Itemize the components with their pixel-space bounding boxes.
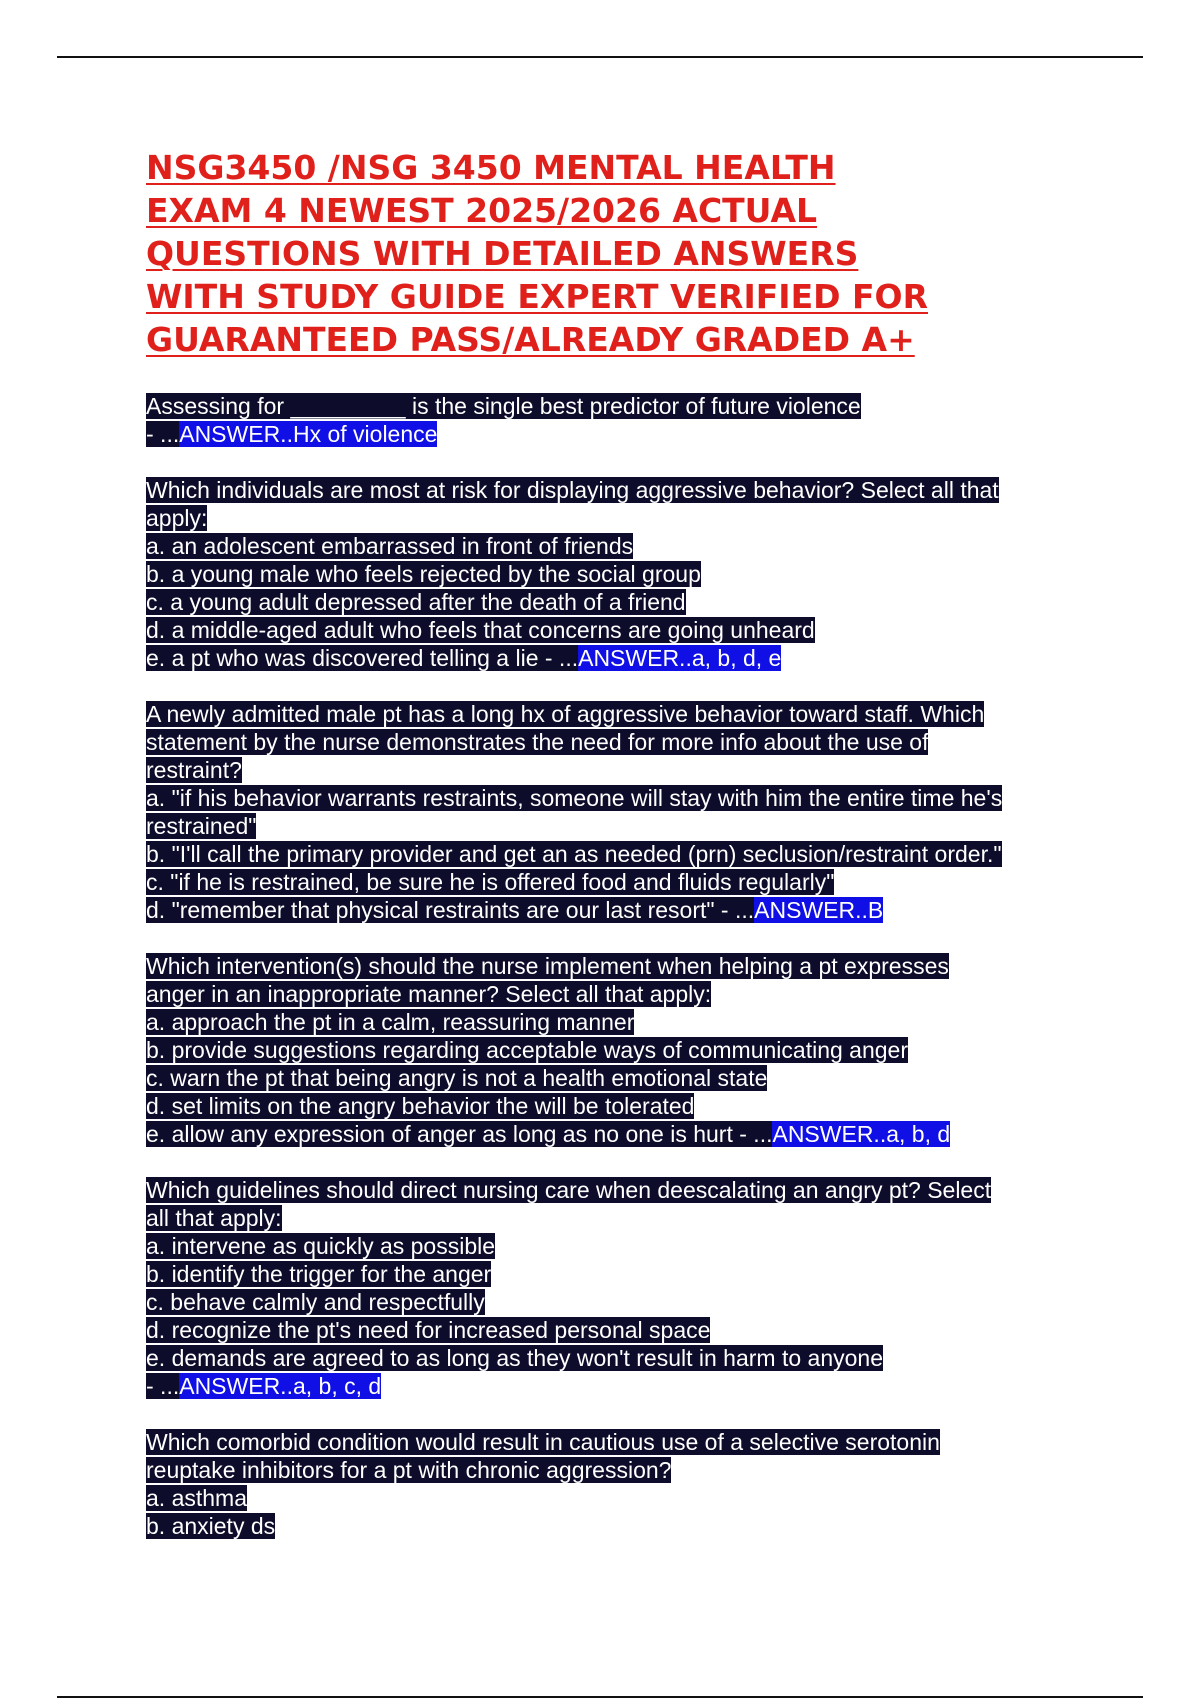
option-text: a. "if his behavior warrants restraints, someone will stay with him the entire time he's xyxy=(146,785,1003,811)
answer-text: ANSWER..a, b, c, d xyxy=(179,1373,382,1399)
option-text: d. recognize the pt's need for increased personal space xyxy=(146,1317,711,1343)
option-text: c. a young adult depressed after the death of a friend xyxy=(146,589,686,615)
question-line xyxy=(146,1204,1066,1232)
question-text: statement by the nurse demonstrates the need for more info about the use of xyxy=(146,729,929,755)
option-text: c. behave calmly and respectfully xyxy=(146,1289,485,1315)
option-line xyxy=(146,1288,1066,1316)
question-line xyxy=(146,700,1066,728)
option-text: b. a young male who feels rejected by the social group xyxy=(146,561,701,587)
option-line xyxy=(146,644,1066,672)
option-line xyxy=(146,1484,1066,1512)
title-line: QUESTIONS WITH DETAILED ANSWERS xyxy=(146,234,859,273)
option-text: e. allow any expression of anger as long as no one is hurt - ... xyxy=(146,1121,773,1147)
answer-text: ANSWER..a, b, d, e xyxy=(578,645,782,671)
option-line xyxy=(146,1092,1066,1120)
answer-prefix: - ... xyxy=(146,421,180,447)
question-line xyxy=(146,1176,1066,1204)
question-line xyxy=(146,476,1066,504)
question-text: anger in an inappropriate manner? Select all that apply: xyxy=(146,981,712,1007)
option-text: a. asthma xyxy=(146,1485,247,1511)
question-block xyxy=(146,1176,1066,1400)
question-text: A newly admitted male pt has a long hx of aggressive behavior toward staff. Which xyxy=(146,701,985,727)
title-line: GUARANTEED PASS/ALREADY GRADED A+ xyxy=(146,320,915,359)
option-text: e. demands are agreed to as long as they won't result in harm to anyone xyxy=(146,1345,883,1371)
option-text: c. "if he is restrained, be sure he is offered food and fluids regularly" xyxy=(146,869,835,895)
question-line xyxy=(146,980,1066,1008)
question-text: Which individuals are most at risk for displaying aggressive behavior? Select all that xyxy=(146,477,999,503)
question-list xyxy=(146,392,1066,1568)
question-line xyxy=(146,1428,1066,1456)
question-line xyxy=(146,1456,1066,1484)
option-text: c. warn the pt that being angry is not a health emotional state xyxy=(146,1065,768,1091)
option-line xyxy=(146,1512,1066,1540)
title-line: NSG3450 /NSG 3450 MENTAL HEALTH xyxy=(146,148,836,187)
option-text: d. a middle-aged adult who feels that concerns are going unheard xyxy=(146,617,815,643)
document-title xyxy=(146,146,1066,361)
option-text: e. a pt who was discovered telling a lie - ... xyxy=(146,645,579,671)
option-line xyxy=(146,868,1066,896)
option-line xyxy=(146,616,1066,644)
question-text: reuptake inhibitors for a pt with chronic aggression? xyxy=(146,1457,672,1483)
option-line xyxy=(146,1316,1066,1344)
question-block xyxy=(146,1428,1066,1540)
option-text: d. "remember that physical restraints are our last resort" - ... xyxy=(146,897,755,923)
question-line xyxy=(146,728,1066,756)
option-text: a. intervene as quickly as possible xyxy=(146,1233,496,1259)
question-block xyxy=(146,700,1066,924)
answer-text: ANSWER..Hx of violence xyxy=(179,421,438,447)
option-line xyxy=(146,532,1066,560)
question-block xyxy=(146,476,1066,672)
option-line xyxy=(146,812,1066,840)
option-line xyxy=(146,588,1066,616)
question-line xyxy=(146,420,1066,448)
option-line xyxy=(146,1008,1066,1036)
question-text: all that apply: xyxy=(146,1205,282,1231)
option-text: b. "I'll call the primary provider and get an as needed (prn) seclusion/restraint order." xyxy=(146,841,1002,867)
option-line xyxy=(146,1120,1066,1148)
option-text: d. set limits on the angry behavior the will be tolerated xyxy=(146,1093,695,1119)
question-block xyxy=(146,952,1066,1148)
option-line xyxy=(146,896,1066,924)
title-line: WITH STUDY GUIDE EXPERT VERIFIED FOR xyxy=(146,277,928,316)
top-rule xyxy=(57,56,1143,58)
option-line xyxy=(146,1344,1066,1372)
option-line xyxy=(146,1064,1066,1092)
option-line xyxy=(146,840,1066,868)
question-text: restraint? xyxy=(146,757,242,783)
option-text: restrained" xyxy=(146,813,257,839)
question-text: Assessing for _________ is the single best predictor of future violence xyxy=(146,393,861,419)
option-line xyxy=(146,784,1066,812)
option-text: b. provide suggestions regarding acceptable ways of communicating anger xyxy=(146,1037,908,1063)
bottom-rule xyxy=(57,1696,1143,1698)
option-line xyxy=(146,1232,1066,1260)
option-text: a. an adolescent embarrassed in front of friends xyxy=(146,533,634,559)
question-block xyxy=(146,392,1066,448)
question-line xyxy=(146,952,1066,980)
option-line xyxy=(146,560,1066,588)
title-line: EXAM 4 NEWEST 2025/2026 ACTUAL xyxy=(146,191,818,230)
answer-text: ANSWER..a, b, d xyxy=(772,1121,951,1147)
option-line xyxy=(146,1260,1066,1288)
answer-text: ANSWER..B xyxy=(754,897,884,923)
question-line xyxy=(146,392,1066,420)
answer-prefix: - ... xyxy=(146,1373,180,1399)
question-line xyxy=(146,756,1066,784)
question-line xyxy=(146,504,1066,532)
question-text: apply: xyxy=(146,505,208,531)
question-text: Which comorbid condition would result in cautious use of a selective serotonin xyxy=(146,1429,940,1455)
question-text: Which intervention(s) should the nurse implement when helping a pt expresses xyxy=(146,953,949,979)
option-text: b. anxiety ds xyxy=(146,1513,276,1539)
option-text: b. identify the trigger for the anger xyxy=(146,1261,492,1287)
question-text: Which guidelines should direct nursing care when deescalating an angry pt? Select xyxy=(146,1177,992,1203)
option-line xyxy=(146,1372,1066,1400)
option-text: a. approach the pt in a calm, reassuring manner xyxy=(146,1009,635,1035)
option-line xyxy=(146,1036,1066,1064)
